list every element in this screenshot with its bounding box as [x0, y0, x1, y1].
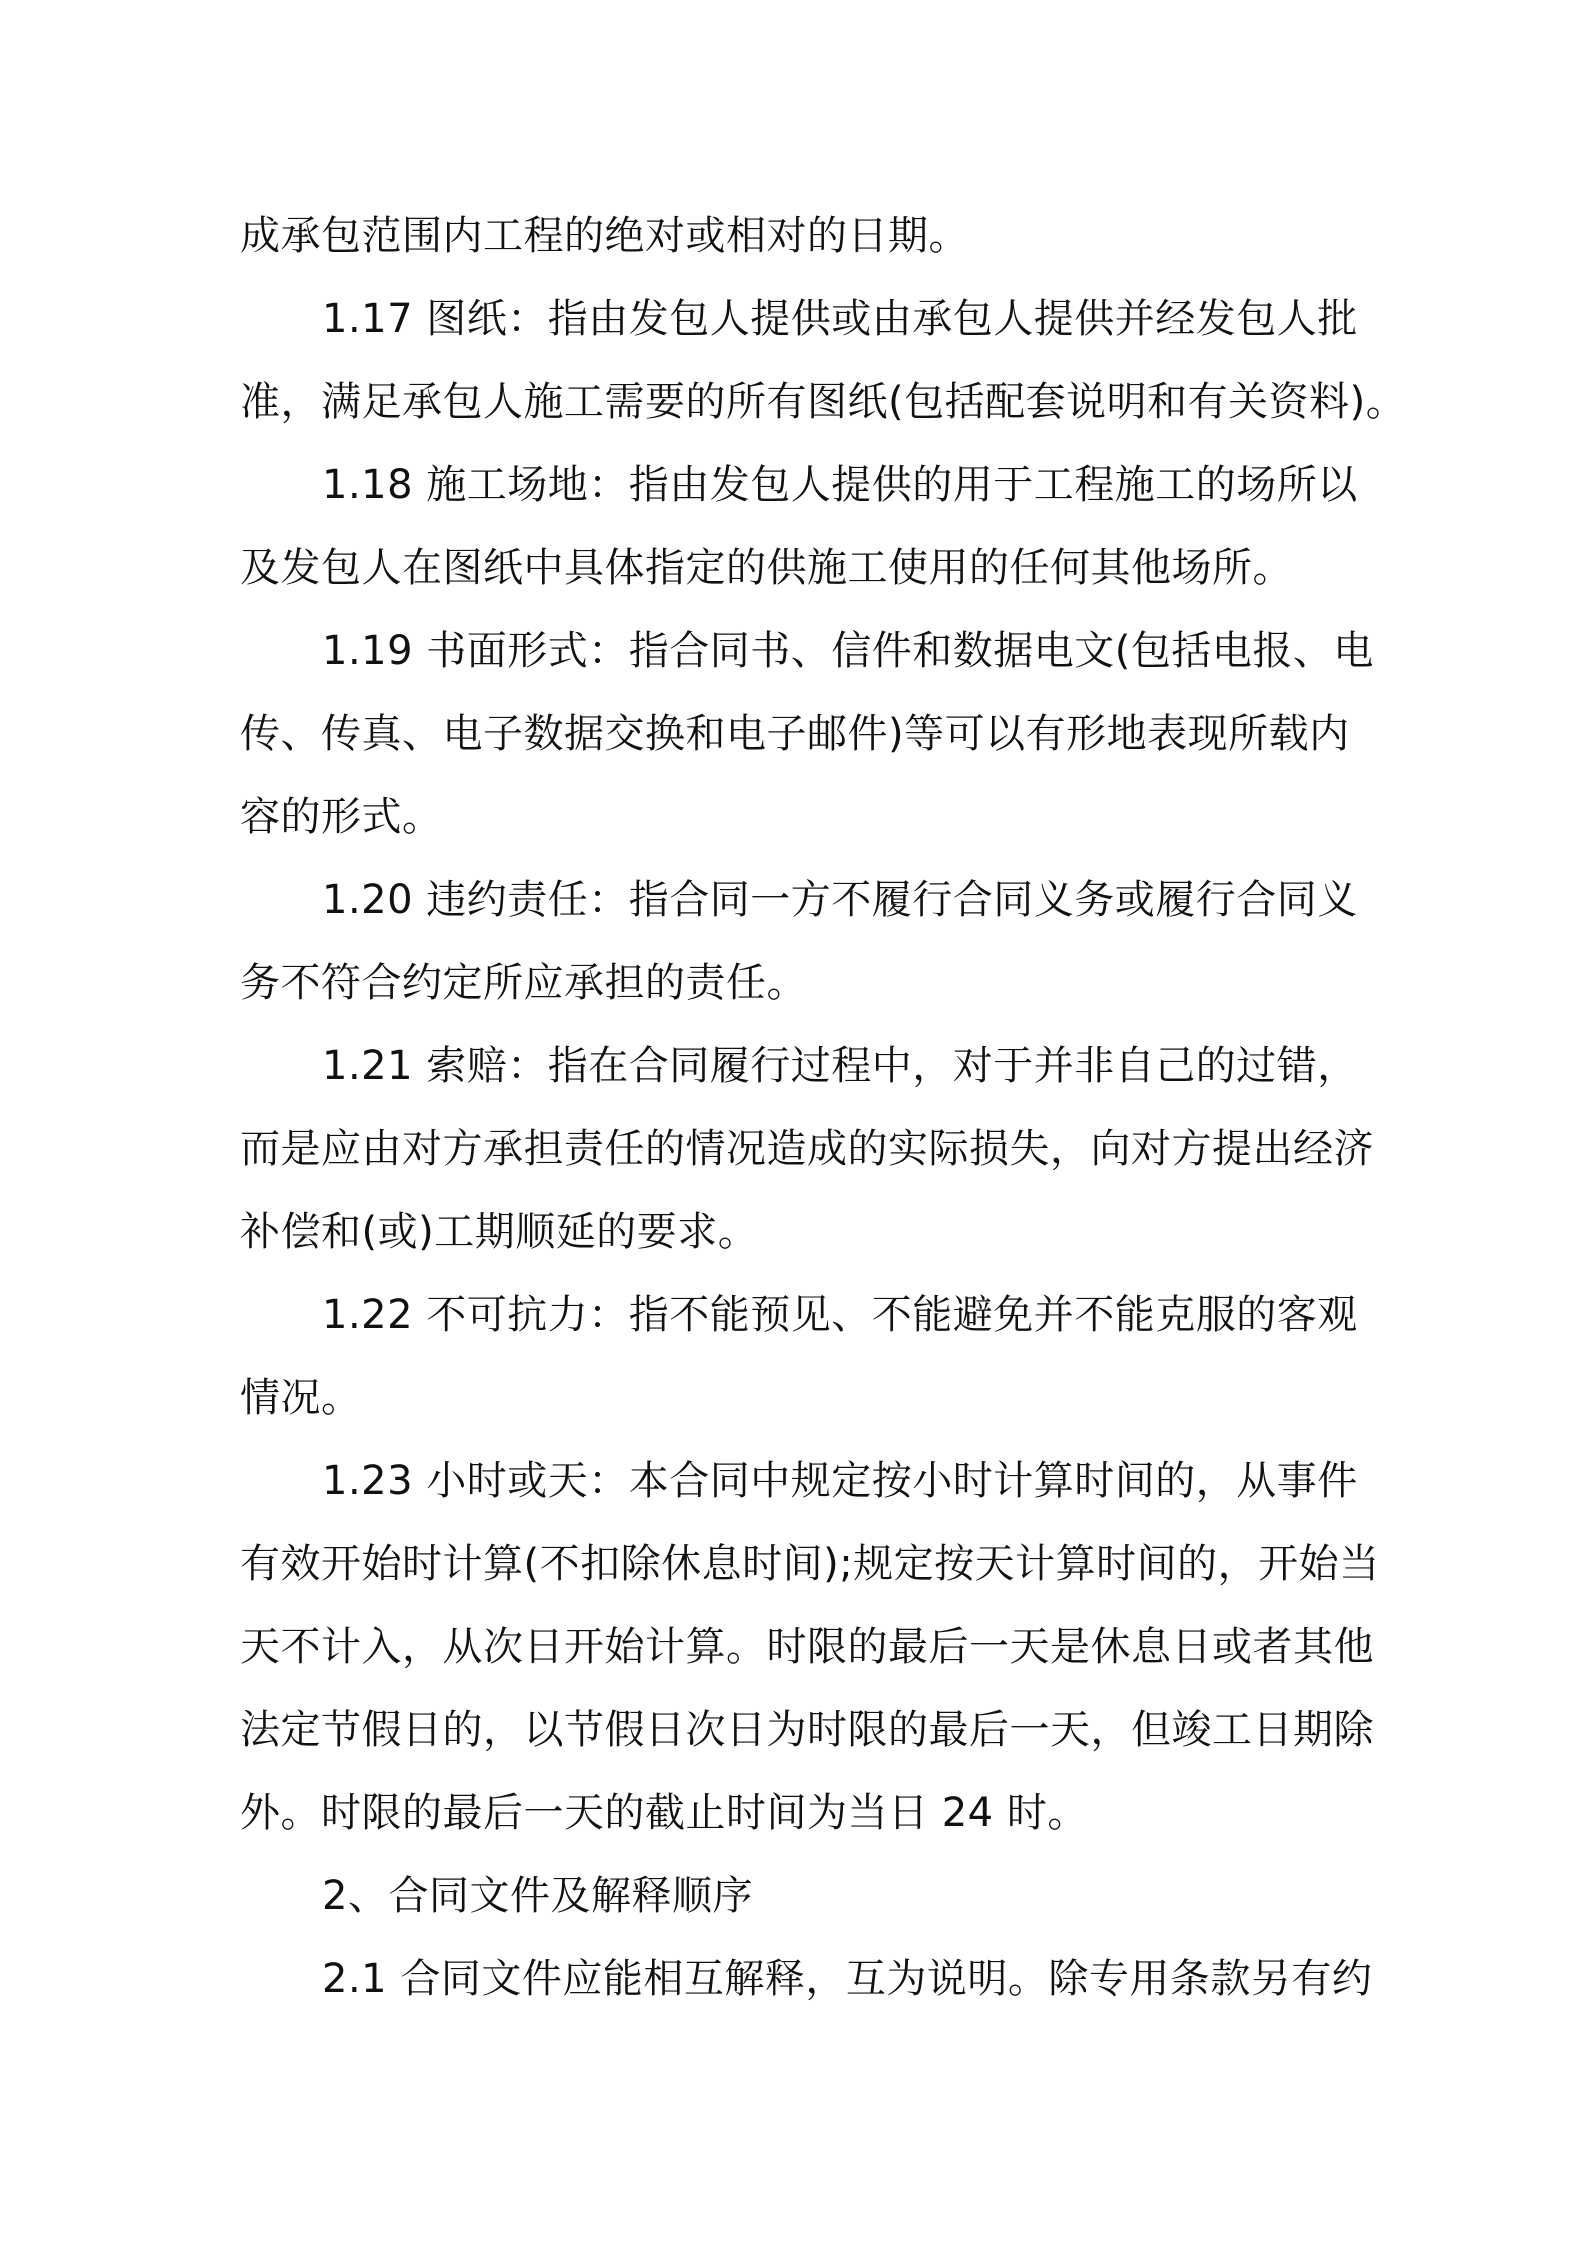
document-line: 补偿和(或)工期顺延的要求。: [240, 1209, 759, 1255]
document-line: 1.22 不可抗力：指不能预见、不能避免并不能克服的客观: [322, 1292, 1358, 1338]
document-line: 1.19 书面形式：指合同书、信件和数据电文(包括电报、电: [322, 628, 1374, 674]
document-line: 而是应由对方承担责任的情况造成的实际损失，向对方提出经济: [240, 1126, 1374, 1172]
document-line: 情况。: [240, 1375, 362, 1421]
document-line: 成承包范围内工程的绝对或相对的日期。: [240, 213, 969, 259]
document-line: 天不计入，从次日开始计算。时限的最后一天是休息日或者其他: [240, 1624, 1374, 1670]
document-line: 准，满足承包人施工需要的所有图纸(包括配套说明和有关资料)。: [240, 379, 1407, 425]
document-line: 2、合同文件及解释顺序: [322, 1873, 753, 1919]
document-line: 1.17 图纸：指由发包人提供或由承包人提供并经发包人批: [322, 296, 1358, 342]
document-line: 务不符合约定所应承担的责任。: [240, 960, 807, 1006]
document-line: 1.18 施工场地：指由发包人提供的用于工程施工的场所以: [322, 462, 1358, 508]
document-line: 外。时限的最后一天的截止时间为当日 24 时。: [240, 1790, 1088, 1836]
document-line: 1.20 违约责任：指合同一方不履行合同义务或履行合同义: [322, 877, 1358, 923]
document-line: 容的形式。: [240, 794, 443, 840]
document-line: 及发包人在图纸中具体指定的供施工使用的任何其他场所。: [240, 545, 1293, 591]
document-line: 传、传真、电子数据交换和电子邮件)等可以有形地表现所载内: [240, 711, 1350, 757]
document-line: 1.23 小时或天：本合同中规定按小时计算时间的，从事件: [322, 1458, 1358, 1504]
document-line: 1.21 索赔：指在合同履行过程中，对于并非自己的过错，: [322, 1043, 1358, 1089]
document-line: 2.1 合同文件应能相互解释，互为说明。除专用条款另有约: [322, 1956, 1373, 2002]
document-line: 有效开始时计算(不扣除休息时间);规定按天计算时间的，开始当: [240, 1541, 1380, 1587]
document-line: 法定节假日的，以节假日次日为时限的最后一天，但竣工日期除: [240, 1707, 1374, 1753]
document-body: [240, 195, 1407, 2021]
